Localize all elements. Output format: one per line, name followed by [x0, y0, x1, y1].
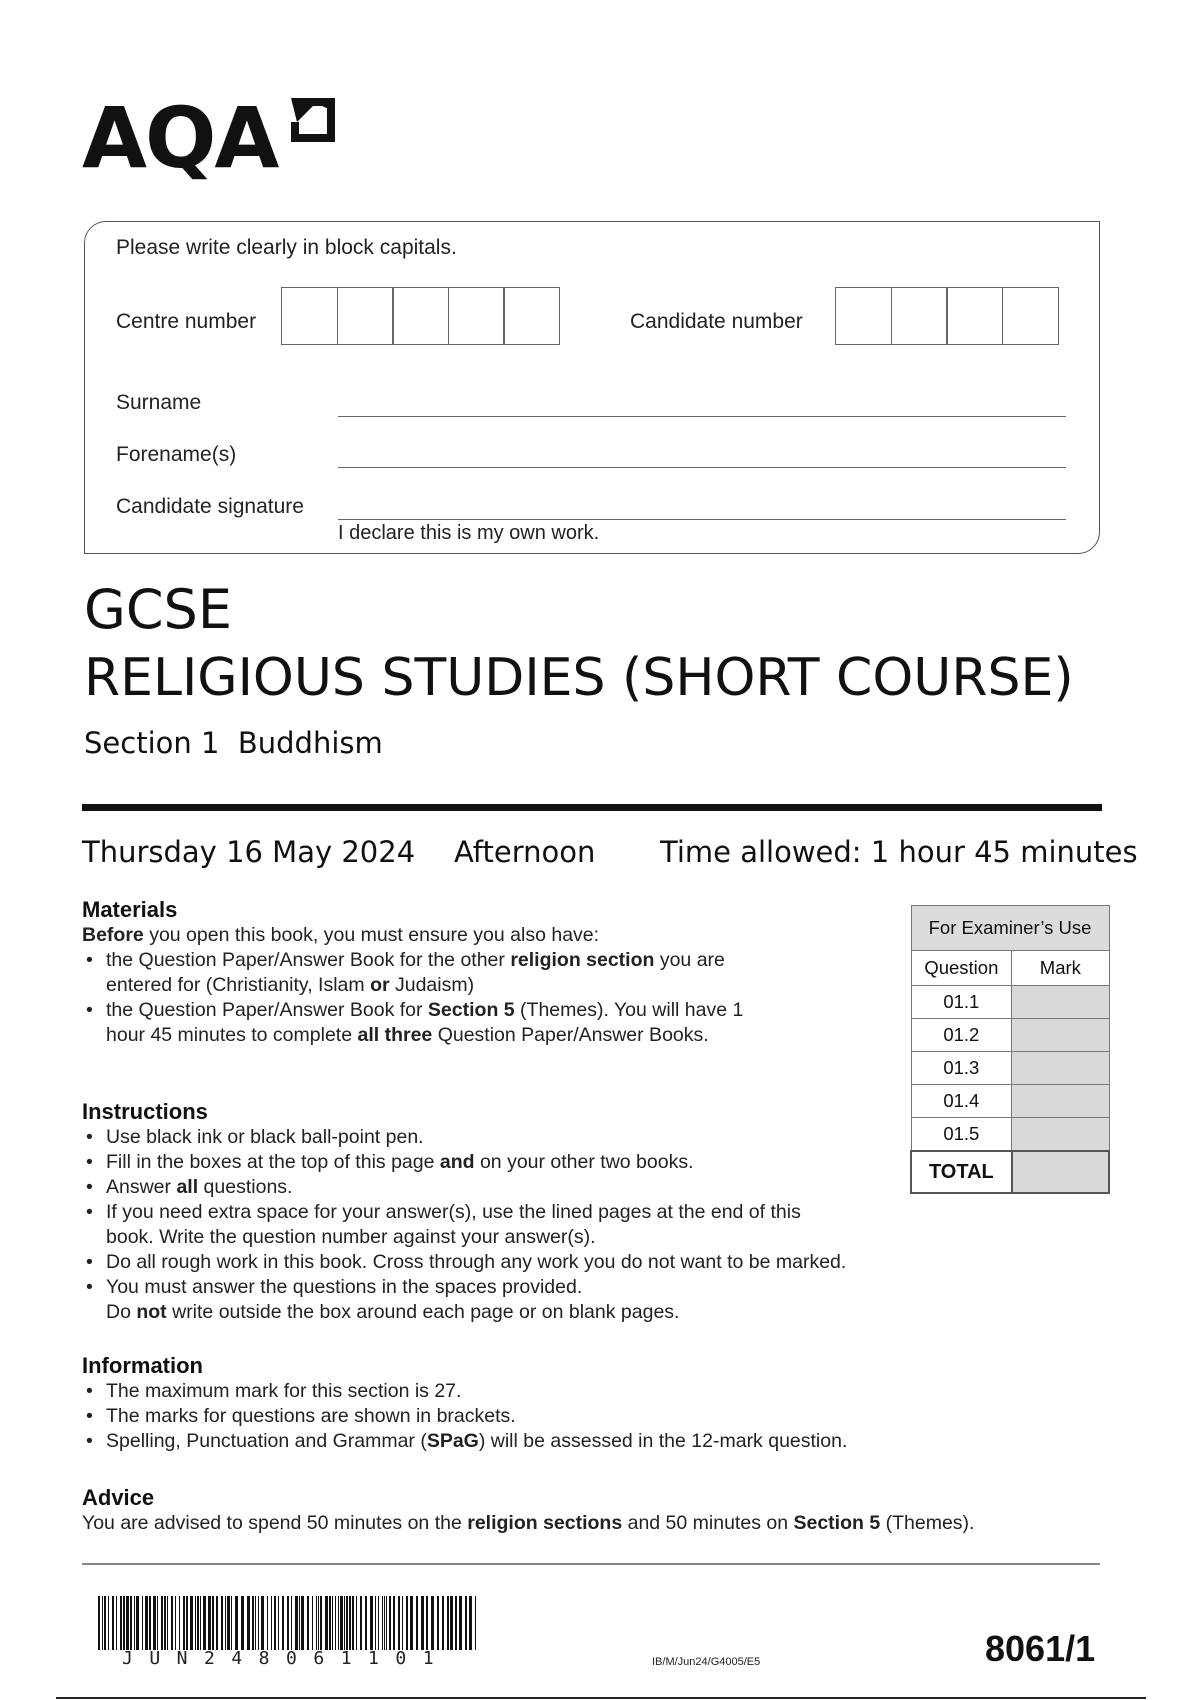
barcode-bar: [179, 1596, 180, 1650]
barcode-bar: [142, 1596, 143, 1650]
barcode-bar: [346, 1596, 348, 1650]
barcode-bar: [274, 1596, 276, 1650]
materials-list: [82, 948, 782, 1048]
subject-title: RELIGIOUS STUDIES (SHORT COURSE): [84, 648, 1074, 708]
table-row: [911, 1052, 1109, 1085]
barcode-bar: [386, 1596, 387, 1650]
barcode-bar: [271, 1596, 272, 1650]
barcode-bar: [465, 1596, 467, 1650]
aqa-logo-mark-icon: [285, 92, 341, 148]
table-row: [911, 986, 1109, 1019]
total-mark-cell[interactable]: [1012, 1151, 1109, 1193]
barcode-bar: [126, 1596, 129, 1650]
candidate-number-digit-box[interactable]: [946, 287, 1003, 345]
barcode-bar: [241, 1596, 244, 1650]
barcode-bar: [338, 1596, 339, 1650]
barcode-bar: [301, 1596, 304, 1650]
list-item: • If you need extra space for your answer(s), use the lined pages at the end of this book. Write the question number against your answer(s).: [82, 1200, 826, 1250]
advice-text: You are advised to spend 50 minutes on the religion sections and 50 minutes on Section 5 (Themes).: [82, 1512, 975, 1534]
barcode-bar: [102, 1596, 103, 1650]
barcode-bar: [108, 1596, 109, 1650]
barcode-bar: [320, 1596, 322, 1650]
footer-divider: [82, 1563, 1100, 1565]
barcode-bar: [258, 1596, 259, 1650]
barcode-bar: [104, 1596, 106, 1650]
question-number: 01.2: [911, 1019, 1012, 1052]
barcode-bar: [145, 1596, 148, 1650]
list-item: • The maximum mark for this section is 27.: [82, 1379, 982, 1404]
instructions-section: [82, 1099, 942, 1325]
centre-number-digit-box[interactable]: [448, 287, 505, 345]
barcode-bar: [450, 1596, 453, 1650]
candidate-number-digit-box[interactable]: [835, 287, 892, 345]
centre-number-label: Centre number: [116, 310, 257, 333]
barcode-bar: [212, 1596, 214, 1650]
barcode-bar: [312, 1596, 313, 1650]
barcode-bar: [459, 1596, 462, 1650]
barcode-bar: [442, 1596, 444, 1650]
list-item: • Spelling, Punctuation and Grammar (SPaG) will be assessed in the 12-mark question.: [82, 1429, 982, 1454]
barcode-bar: [344, 1596, 345, 1650]
mark-cell[interactable]: [1012, 1052, 1109, 1085]
candidate-number-boxes[interactable]: [835, 287, 1059, 345]
barcode-bar: [431, 1596, 434, 1650]
barcode-bar: [225, 1596, 226, 1650]
barcode-bar: [136, 1596, 139, 1650]
barcode-bar: [469, 1596, 472, 1650]
barcode-bar: [455, 1596, 457, 1650]
barcode-bar: [402, 1596, 403, 1650]
barcode-bar: [352, 1596, 354, 1650]
list-item: • You must answer the questions in the spaces provided. Do not write outside the box around each page or on blank pages.: [82, 1275, 942, 1325]
barcode-bar: [282, 1596, 284, 1650]
centre-number-digit-box[interactable]: [503, 287, 560, 345]
qualification-title: GCSE: [84, 578, 232, 641]
declaration-text: I declare this is my own work.: [338, 522, 600, 544]
barcode-bar: [153, 1596, 156, 1650]
barcode-bar: [318, 1596, 319, 1650]
time-allowed: Time allowed: 1 hour 45 minutes: [660, 835, 1138, 869]
barcode-bar: [360, 1596, 362, 1650]
barcode-bar: [247, 1596, 250, 1650]
centre-number-digit-box[interactable]: [281, 287, 338, 345]
surname-label: Surname: [116, 391, 202, 414]
barcode-bar: [164, 1596, 166, 1650]
information-heading: Information: [82, 1353, 203, 1378]
signature-label: Candidate signature: [116, 495, 304, 518]
candidate-number-digit-box[interactable]: [1002, 287, 1059, 345]
barcode-bar: [123, 1596, 125, 1650]
list-item: • the Question Paper/Answer Book for Section 5 (Themes). You will have 1 hour 45 minutes to complete all three Question Paper/Answer Books.: [82, 998, 782, 1048]
barcode-bar: [161, 1596, 163, 1650]
mark-cell[interactable]: [1012, 1085, 1109, 1118]
barcode-bar: [195, 1596, 196, 1650]
header-divider: [82, 804, 1102, 811]
barcode-bar: [227, 1596, 230, 1650]
instructions-heading: Instructions: [82, 1099, 208, 1124]
mark-cell[interactable]: [1012, 1118, 1109, 1152]
total-row: [911, 1151, 1109, 1193]
mark-cell[interactable]: [1012, 1019, 1109, 1052]
centre-number-boxes[interactable]: [281, 287, 560, 345]
exam-date: Thursday 16 May 2024: [82, 835, 416, 869]
question-number: 01.5: [911, 1118, 1012, 1152]
information-section: [82, 1353, 982, 1454]
barcode-bar: [384, 1596, 385, 1650]
list-item: • Fill in the boxes at the top of this page and on your other two books.: [82, 1150, 942, 1175]
barcode-bar: [134, 1596, 135, 1650]
barcode-bar: [120, 1596, 122, 1650]
barcode-bar: [447, 1596, 449, 1650]
barcode-bar: [183, 1596, 185, 1650]
advice-section: [82, 1485, 1112, 1536]
list-item: • the Question Paper/Answer Book for the other religion section you are entered for (Christianity, Islam or Judaism): [82, 948, 782, 998]
barcode-bar: [437, 1596, 439, 1650]
barcode-bar: [340, 1596, 343, 1650]
barcode-bar: [149, 1596, 151, 1650]
barcode-bar: [267, 1596, 268, 1650]
barcode-bar: [349, 1596, 351, 1650]
barcode-bar: [231, 1596, 232, 1650]
barcode-bar: [203, 1596, 206, 1650]
question-number: 01.4: [911, 1085, 1012, 1118]
barcode-bar: [278, 1596, 279, 1650]
barcode-bar: [382, 1596, 383, 1650]
aqa-logo: AQA: [82, 89, 278, 187]
list-item: • Use black ink or black ball-point pen.: [82, 1125, 942, 1150]
barcode-bar: [299, 1596, 300, 1650]
centre-number-digit-box[interactable]: [337, 287, 394, 345]
materials-section: [82, 897, 782, 1048]
reference-code: IB/M/Jun24/G4005/E5: [652, 1656, 761, 1668]
block-capitals-instruction: Please write clearly in block capitals.: [116, 236, 457, 259]
barcode-bar: [200, 1596, 201, 1650]
total-label: TOTAL: [911, 1151, 1012, 1193]
barcode-bar: [112, 1596, 114, 1650]
candidate-number-label: Candidate number: [630, 310, 803, 333]
barcode-bar: [307, 1596, 309, 1650]
list-item: • The marks for questions are shown in brackets.: [82, 1404, 982, 1429]
barcode-bar: [186, 1596, 188, 1650]
forenames-input-line[interactable]: [338, 467, 1066, 468]
page-bottom-rule: [56, 1697, 1146, 1699]
question-column-header: Question: [911, 951, 1012, 986]
section-title: Section 1 Buddhism: [84, 726, 383, 760]
barcode-bar: [332, 1596, 333, 1650]
list-item: • Do all rough work in this book. Cross through any work you do not want to be marked.: [82, 1250, 942, 1275]
barcode-bar: [167, 1596, 168, 1650]
exam-session: Afternoon: [454, 835, 596, 869]
barcode-bar: [287, 1596, 289, 1650]
materials-intro: Before you open this book, you must ensure you also have:: [82, 924, 600, 946]
table-row: [911, 1085, 1109, 1118]
candidate-number-digit-box[interactable]: [891, 287, 948, 345]
list-item: • Answer all questions.: [82, 1175, 942, 1200]
barcode-bar: [426, 1596, 428, 1650]
forenames-label: Forename(s): [116, 443, 237, 466]
barcode-bar: [130, 1596, 132, 1650]
barcode-bar: [389, 1596, 391, 1650]
barcode-bar: [375, 1596, 376, 1650]
barcode-bar: [216, 1596, 218, 1650]
barcode-bar: [316, 1596, 317, 1650]
barcode-bar: [221, 1596, 223, 1650]
barcode-bar: [291, 1596, 292, 1650]
table-row: [911, 1118, 1109, 1152]
barcode-bar: [475, 1596, 476, 1650]
table-row: [911, 1019, 1109, 1052]
barcode-bar: [235, 1596, 238, 1650]
materials-heading: Materials: [82, 897, 178, 922]
barcode-bar: [171, 1596, 173, 1650]
barcode-bar: [398, 1596, 400, 1650]
barcode-bar: [421, 1596, 424, 1650]
barcode-bar: [157, 1596, 158, 1650]
signature-input-line[interactable]: [338, 519, 1066, 520]
instructions-list: [82, 1125, 942, 1325]
barcode-bar: [190, 1596, 193, 1650]
barcode-bar: [410, 1596, 413, 1650]
barcode-bar: [261, 1596, 264, 1650]
mark-column-header: Mark: [1012, 951, 1109, 986]
paper-code: 8061/1: [985, 1628, 1096, 1669]
barcode-bar: [370, 1596, 373, 1650]
examiners-use-table: [910, 905, 1110, 1194]
barcode-bar: [175, 1596, 176, 1650]
examiners-use-title: For Examiner’s Use: [911, 906, 1109, 951]
barcode-bar: [335, 1596, 336, 1650]
barcode-bar: [378, 1596, 379, 1650]
barcode-bar: [98, 1596, 100, 1650]
barcode-bar: [356, 1596, 357, 1650]
barcode-icon: [98, 1596, 482, 1650]
barcode-bar: [393, 1596, 395, 1650]
barcode-text: JUN248061101: [122, 1648, 451, 1669]
barcode-bar: [329, 1596, 331, 1650]
barcode-bar: [416, 1596, 418, 1650]
barcode-bar: [208, 1596, 211, 1650]
question-number: 01.1: [911, 986, 1012, 1019]
barcode-bar: [197, 1596, 199, 1650]
surname-input-line[interactable]: [338, 416, 1066, 417]
barcode-bar: [255, 1596, 256, 1650]
advice-heading: Advice: [82, 1485, 155, 1510]
barcode-bar: [295, 1596, 298, 1650]
question-number: 01.3: [911, 1052, 1012, 1085]
centre-number-digit-box[interactable]: [392, 287, 449, 345]
mark-cell[interactable]: [1012, 986, 1109, 1019]
barcode-bar: [365, 1596, 367, 1650]
barcode-bar: [325, 1596, 328, 1650]
barcode-bar: [252, 1596, 254, 1650]
information-list: [82, 1379, 982, 1454]
barcode-bar: [406, 1596, 408, 1650]
barcode-bar: [116, 1596, 117, 1650]
